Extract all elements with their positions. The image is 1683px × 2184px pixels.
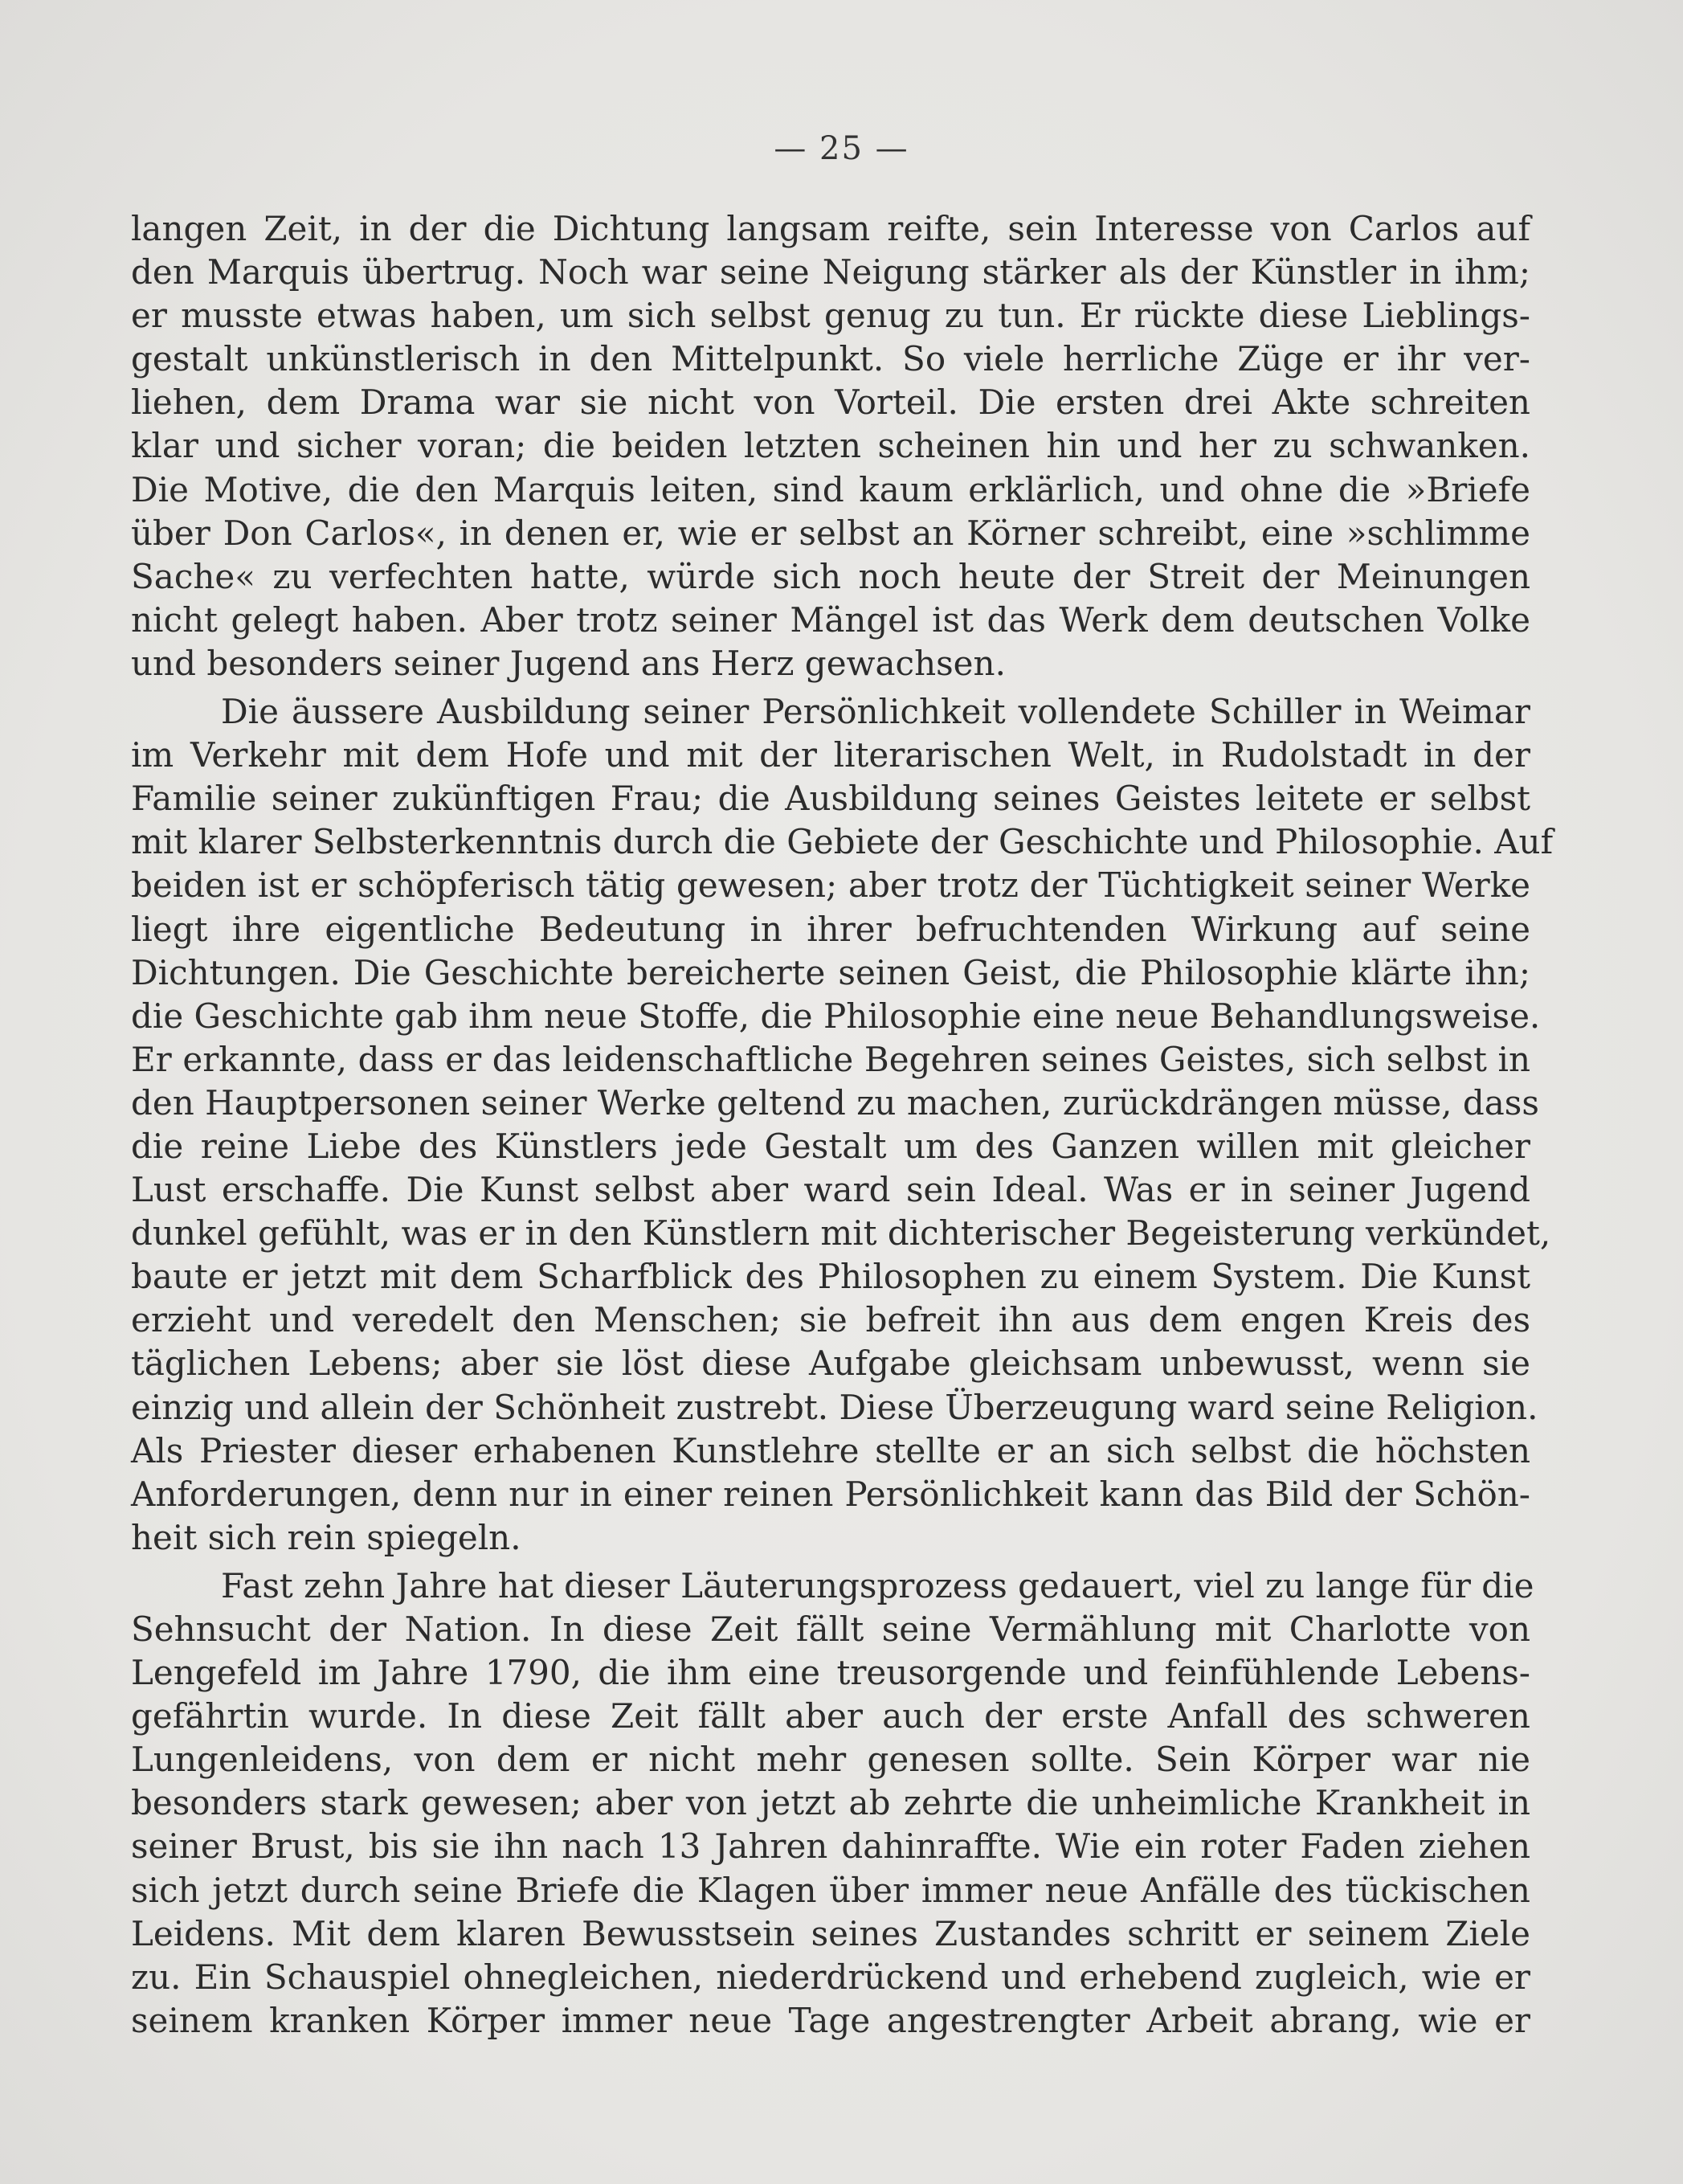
text-line: er musste etwas haben, um sich selbst genug zu tun. Er rückte diese Lieblings- [131,296,1530,336]
text-line: Lust erschaffe. Die Kunst selbst aber ward sein Ideal. Was er in seiner Jugend [131,1170,1530,1210]
text-line: langen Zeit, in der die Dichtung langsam reifte, sein Interesse von Carlos auf [131,209,1530,248]
text-line: gestalt unkünstlerisch in den Mittelpunkt. So viele herrliche Züge er ihr ver- [131,339,1530,379]
text-line: seinem kranken Körper immer neue Tage angestrengter Arbeit abrang, wie er [131,2000,1530,2040]
text-line: Sache« zu verfechten hatte, würde sich noch heute der Streit der Meinungen [131,556,1530,596]
text-line: klar und sicher voran; die beiden letzten scheinen hin und her zu schwanken. [131,426,1530,466]
text-line: Die äussere Ausbildung seiner Persönlichkeit vollendete Schiller in Weimar [221,692,1530,732]
text-line: den Marquis übertrug. Noch war seine Neigung stärker als der Künstler in ihm; [131,252,1530,292]
text-line: Anforderungen, denn nur in einer reinen Persönlichkeit kann das Bild der Schön- [131,1474,1530,1514]
text-line: die Geschichte gab ihm neue Stoffe, die Philosophie eine neue Behandlungsweise. [131,996,1541,1036]
text-line: baute er jetzt mit dem Scharfblick des Philosophen zu einem System. Die Kunst [131,1257,1530,1297]
text-line: einzig und allein der Schönheit zustrebt. Diese Überzeugung ward seine Religion. [131,1387,1538,1427]
text-line: die reine Liebe des Künstlers jede Gestalt um des Ganzen willen mit gleicher [131,1126,1530,1166]
text-line: Leidens. Mit dem klaren Bewusstsein seines Zustandes schritt er seinem Ziele [131,1913,1530,1953]
text-line: Er erkannte, dass er das leidenschaftliche Begehren seines Geistes, sich selbst in [131,1039,1530,1079]
text-line: zu. Ein Schauspiel ohnegleichen, niederdrückend und erhebend zugleich, wie er [131,1957,1530,1997]
text-line: mit klarer Selbsterkenntnis durch die Gebiete der Geschichte und Philosophie. Auf [131,822,1554,862]
text-line: Fast zehn Jahre hat dieser Läuterungsprozess gedauert, viel zu lange für die [221,1565,1534,1605]
text-line: Lungenleidens, von dem er nicht mehr genesen sollte. Sein Körper war nie [131,1740,1530,1780]
text-line: sich jetzt durch seine Briefe die Klagen über immer neue Anfälle des tückischen [131,1870,1530,1910]
text-line: liehen, dem Drama war sie nicht von Vorteil. Die ersten drei Akte schreiten [131,382,1530,423]
text-line: heit sich rein spiegeln. [131,1517,521,1557]
text-line: beiden ist er schöpferisch tätig gewesen; aber trotz der Tüchtigkeit seiner Werke [131,865,1530,906]
text-line: nicht gelegt haben. Aber trotz seiner Mängel ist das Werk dem deutschen Volke [131,599,1530,640]
text-line: täglichen Lebens; aber sie löst diese Aufgabe gleichsam unbewusst, wenn sie [131,1344,1530,1384]
text-line: erzieht und veredelt den Menschen; sie befreit ihn aus dem engen Kreis des [131,1300,1530,1340]
text-line: gefährtin wurde. In diese Zeit fällt aber auch der erste Anfall des schweren [131,1696,1530,1736]
body-text [131,207,1554,2043]
text-line: im Verkehr mit dem Hofe und mit der literarischen Welt, in Rudolstadt in der [131,735,1530,775]
page-number: — 25 — [774,130,909,167]
text-line: besonders stark gewesen; aber von jetzt ab zehrte die unheimliche Krankheit in [131,1783,1530,1823]
text-line: liegt ihre eigentliche Bedeutung in ihrer befruchtenden Wirkung auf seine [131,909,1530,949]
text-line: den Hauptpersonen seiner Werke geltend zu machen, zurückdrängen müsse, dass [131,1082,1539,1123]
text-line: Lengefeld im Jahre 1790, die ihm eine treusorgende und feinfühlende Lebens- [131,1653,1530,1693]
text-line: seiner Brust, bis sie ihn nach 13 Jahren dahinraffte. Wie ein roter Faden ziehen [131,1826,1530,1867]
text-line: über Don Carlos«, in denen er, wie er selbst an Körner schreibt, eine »schlimme [131,513,1530,553]
text-line: Sehnsucht der Nation. In diese Zeit fällt seine Vermählung mit Charlotte von [131,1609,1530,1649]
text-line: und besonders seiner Jugend ans Herz gewachsen. [131,643,1006,683]
text-line: Die Motive, die den Marquis leiten, sind kaum erklärlich, und ohne die »Briefe [131,469,1530,509]
text-line: Familie seiner zukünftigen Frau; die Ausbildung seines Geistes leitete er selbst [131,779,1530,819]
text-line: dunkel gefühlt, was er in den Künstlern mit dichterischer Begeisterung verkündet, [131,1213,1551,1254]
text-line: Dichtungen. Die Geschichte bereicherte seinen Geist, die Philosophie klärte ihn; [131,952,1530,992]
text-line: Als Priester dieser erhabenen Kunstlehre stellte er an sich selbst die höchsten [131,1430,1530,1470]
